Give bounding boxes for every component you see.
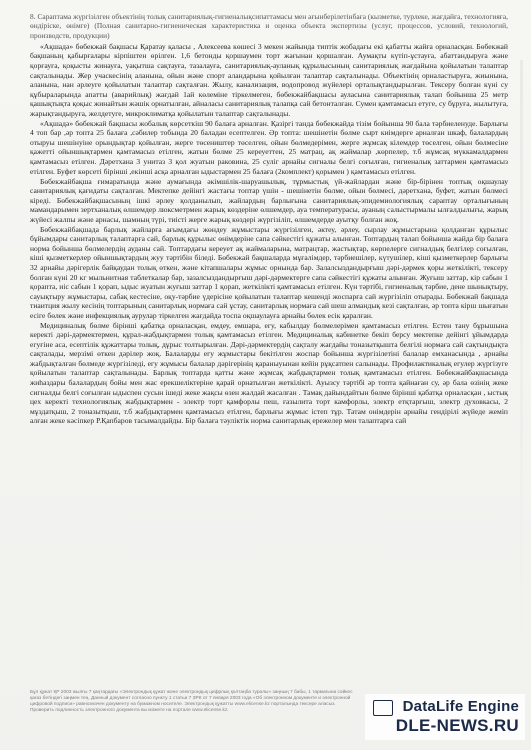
monitor-icon xyxy=(373,700,393,716)
paragraph-medical: Медициналық бөлме бірінші қабатқа орналасқан, емдеу, емшара, егу, кабылдау бөлмелерімен қамтамасыз етілген. Естен тану бұрышына керекті дәрі-дәрмектермен, құрал-жабдықтармен толық қамтамасыз етілген. Медициналық кабинетке бекіп берсу мектепке дейінгі ұйымдарда егуғіне аса, есептілік құжаттары толық, дұрыс толтырылған. Дәрі-дәрмектердің сақталу жағдайы тоназытқышта белгілі нормаға сай сақтындықта сақталады, мерзімі өткен дәрілер жоқ. Балаларды егу жұмыстары бекітілген жоспар бойынша жүргізілетіні балалар емханасында , арнайы жабдықталған бөлмеде жүргізіледі, егу жұмысы балалар дәрігерінің қараныуынан кейін рұқсатпен салынады. Профилактикалық егулер жүргізуге қойылатын талаптар сақталынады. Барлық топтарда қатты және жұмсақ жабдықтармен толық қамтамасыз етілген. Бөбекжайбақшасында жиhаздары балалардың бойы мен жас ерекшеліктеріне қарай орнатылған жеткілікті. Ауызсу тəртібі әр топта қайнаған су, әр бала өзінің жеке сигналды белгі соғылған ыдыспен сусын ішеді жеке жақсы өзен жалдай жасалған . Тамақ дайындайтын бөлме бірінші қабатқа орналасқан , ыстық цех керекті технологиялық жабдықтармен - электр торт қамфорлы пеш, ғазылита торт камфорлы, электр етқтарғыш, электр духовкасы, 2 мұздатқыш, 2 тоназытқыш, т.б жабдықтармен қамтамасыз етілген, барлығы жұмыс істеп тұр. Татам онімдерін арнайы гендірілі жүйеде жеміп алған жеке кәсіпкер Р.Қапбаров тасымалдайды. Бір балаға тәуліктік норма санитарлық ережелер мен талаптарға сай xyxy=(30,320,508,426)
watermark-title: DataLife Engine xyxy=(402,698,519,715)
watermark-logo[interactable] xyxy=(365,694,525,740)
legal-footer: Бұл құжат ҚР 2003 жылғы 7 қаңтардағы «Электрондық құжат және электрондық цифрлық қолтаңба туралы» заңның 7 бабы, 1 тармағына сәйкес қағаз бетіндегі заңмен тең. Данный документ согласно пункту 1 статьи 7 ЗРК от 7 января 2003 года «Об электронном документе и электронной цифровой подписи» равнозначен документу на бумажном носителе. Электрондық құжатты www.elicense.kz порталында тексере аласыз. Проверить подлинность электронного документа вы можете на портале www.elicense.kz. xyxy=(30,690,353,713)
paragraph-isolation: Бөбекжайбақша ғимаратында және аумағында әкімшілік-шаруашылық, тұрмыстық үй-жайлардан және бір-бірінен топтық оқшаулау санитариялық қағидаты сақталған. Мектепке дейінгі жастағы топтар үшін - шешінетін бөлме, ойын бөлмесі, дәретхана, буфет, жатын бөлмесі кіреді. Бөбекжайбақшасының ішкі әрлеу қолданылып, жайлардың барлығына санитариялық-эпидемиологиялық сараптау орталығының мамандарымен зертханалық өлшемдер люксметрмен жарық көздеріне өлшемдер, ауа температурасы, ауаның салыстырмалы ылғалдылығы, жарық жүйесі жалпы және арнасы, шамның түрі, тиісті жерге жарық көздері жүргізіліп, өлшемдерде ауытқу болған жоқ. xyxy=(30,176,508,224)
paragraph-territory: «Ақшадә» бөбекжай бақшасы Қаратау қаласы , Алексеева көшесі 3 мекен жайында типтік жобадағы екі қабатты жайға орналасқан. Бөбекжай бақшаның қабырғалары кірпіштен өрілген. 1,6 бетонды қоршаумен торт жағынан қоршалған. Аумақты күтіп-ұстауға, абаттандыруға және қорғауға, қоқысты жинауға, уақытша сақтауға, тазалауға, санитариялық-ауланық құрылысының санитариялық жағдайына қойылатын талаптар сақталынады. Жер учаскесінің аланына, ойын және спорт аландарына қойылған талаптар сақталынады. Объектінің орналастыруға, жиынына, аланына, нан əрлеуге қойылатын талаптар сақталған. Жылу, канализация, водопровод жүйелері орталықтандырылған. Тексеру болған күні су құбыраларында апатты (аварийлық) жағдай 1ай көлеміне тіркелмеген, бөбекжайбақшасы ауласына санитариялық талап бойынша 25 метр қашықтықта қоқыс жинайтын жәшік орнатылған, айналасы санитариялық талапқа сай бетонталған. Сумен қамтамасыз етуге, су бұруға, жылытуға, жарықтандыруға, желдетуге, микроклиматқа қойылатын талаптар сақталынады. xyxy=(30,41,508,118)
paragraph-capacity: «Ақшадә» бөбекжай бақшасы жобалық көрсеткіш 90 балаға арналған. Қазіргі танда бөбекжайда тізім бойынша 90 бала тәрбиеленуде. Барлығы 4 топ бар ,әр топта 25 балаға ,сәбилер тобында 20 баладан есептелген. Әр топта: шешінетін бөлме сырт киімдерге арналған шкаф, балалардың отыруы шешінуіне орындықтар қойылған, жерге төсеништер төселген, ойын бөлмедерімен, жерге жұмсақ кілемдер төселген, ойын бөлмесіне қажетті ойыншықтармен қамтамасыз етілген, жатын бөлме 25 кереуеттен, 25 матрац, ақ жаймалар ,көрпелер, т.б жұмсақ мүккамалдармен қамтамасыз етілген. Дәретхана 3 унитаз 3 қол жуатын раковина, 25 суліг арнайы сигналы белгі соғылған, гигиеналық заттармен қамтамасыз етілген. Буфет көрсеті бірінші ,екінші асқа арналған ыдыстармен 25 балаға (2комплект) қорымен ) қамтамасыз етілген. xyxy=(30,118,508,176)
scan-shadow xyxy=(520,60,523,660)
watermark-site: DLE-NEWS.RU xyxy=(395,716,519,735)
section-heading: 8. Сараптама жүргізілген объектінің толық санитариялық-гигиеналықсипаттамасы мен ағынберілетінбаға (кызметке, турлеке, жағдайға, технологияға, өндіріске, өнімге) (Полная санитарно-гигиеническая характеристика и оценка объекта экспертизы (услуг, процессов, условий, технологий, производств, продукции) xyxy=(30,12,508,40)
document-body xyxy=(30,12,508,426)
paragraph-repairs: Бөбекжайбақшада барлық жайларға ағымдағы жөндеу жұмыстары жүргізілген, əктеу, əрлеу, сырлау жұмыстарына қолданған құрылыс бұйымдары санитарлық талаптарға сай, барлық құрылыс өнімдеріне сапа сәйкестігі құжаты алынған. Топтардың талап бойынша жайда бір балаға норма бойынша бөлмелердің ауданы сай. Топтардағы кереует ақ жаймаларына, матрацтар, жастықтар, көрпелерге сигналдық белгілер соғылған, кіші қызметкерлер ойыншықтардың жуу тәртібін біледі. Бөбекжай бақшаларда мұғалімдер, тәрбиешілер, күтушілер, кіші қызметкерлер барлығы 32 арнайы дәрігерлік байқаудан толық өткен, және кітапшалары жұмыс орнында бар. Залалсыздандырғыш дәрі-дәрмек қоры жеткілікті, тексеру болған күні 20 кг мыльнитная таблеткалар бар, зазалсыздандырғыш дәрі-дәрмектерге сапа сәйкестігі құжаты алынған. Жуғыш заттар, кір сабын 1 қорапта, иіс сабын 1 қорап, ыдыс жуатын жуғыш заттар 1 қорап, жеткілікті қамтамасыз етілген. Күн тәртібі, гигиеналық тәрбие, дене шынықтыру, сауықтыру жұмыстары, сабақ кестесіне, оқу-тәрбие үдерісіне қойылатын талаптар кешенді жоспарға сай жүргізіліп отырады. Бөбекжай бақшада тиаитция жылу кесінің топтарының санитарлық нормаға сай ұстау, санитарлық нормаға сай шеш алмандық кезі сақталған, әр топта кірш шығатын есіге бөлек және инфекциялық аурулар тіркелген жағдайда тоспа оқшаулауға арнайы бөлек есік қаралған. xyxy=(30,224,508,320)
